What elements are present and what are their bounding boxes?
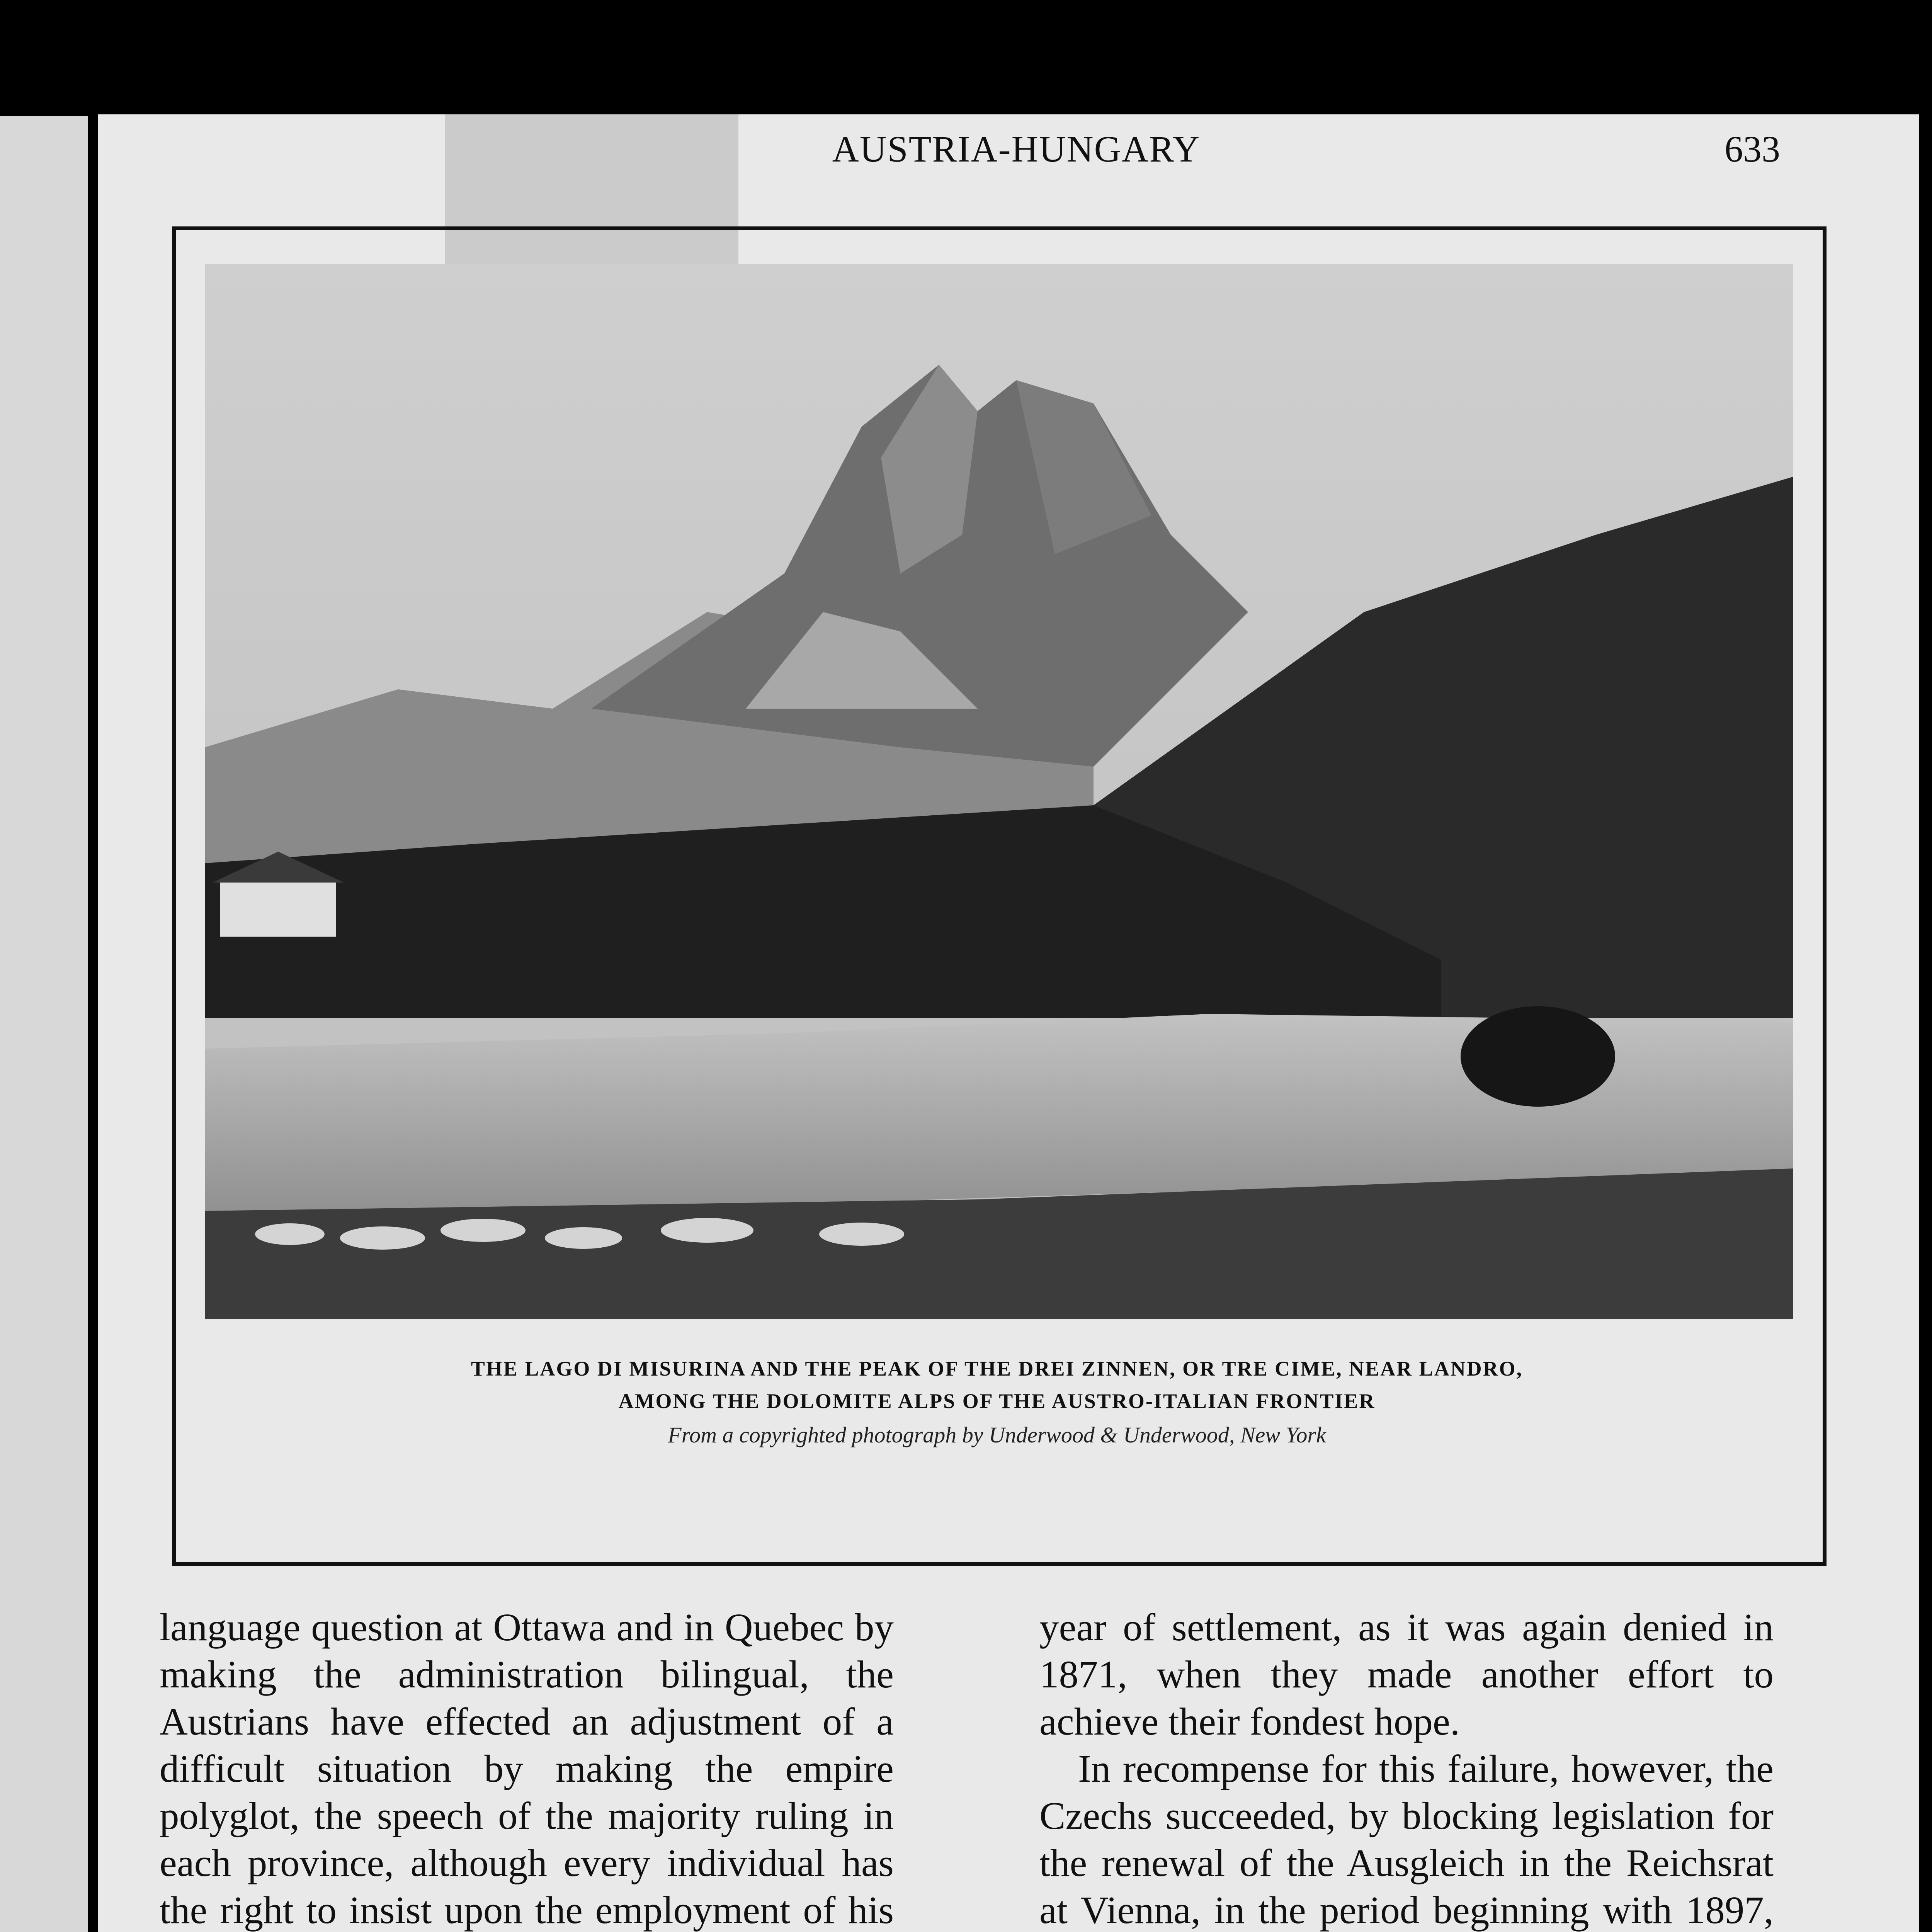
page-gutter <box>88 116 98 1932</box>
running-header: AUSTRIA-HUNGARY <box>832 128 1201 170</box>
figure-caption <box>247 1352 1747 1417</box>
left-page-edge <box>0 116 93 1932</box>
caption-line-1: THE LAGO DI MISURINA AND THE PEAK OF THE DREI ZINNEN, OR TRE CIME, NEAR LANDRO, <box>471 1357 1523 1380</box>
left-text-column <box>160 1604 894 1932</box>
paragraph: In recompense for this failure, however, the Czechs succeeded, by blocking legislation for the renewal of the Ausgleich in the Reichsrat at Vienna, in the period beginning with 1897, <box>1039 1747 1774 1932</box>
landscape-photo <box>205 264 1793 1319</box>
page-number: 633 <box>1725 128 1780 170</box>
right-text-column <box>1039 1604 1774 1932</box>
paragraph: language question at Ottawa and in Quebec by making the administration bilingual, the Austrians have effected an adjustment of a difficult situation by making the empire polyglot, the speech of the majority ruling in each province, although every individual has the right to insist upon the employment of his <box>160 1605 894 1932</box>
photo-credit: From a copyrighted photograph by Underwood & Underwood, New York <box>668 1422 1326 1447</box>
landscape-photo-graphic <box>205 264 1793 1319</box>
paragraph: year of settlement, as it was again denied in 1871, when they made another effort to achieve their fondest hope. <box>1039 1605 1774 1743</box>
caption-line-2: AMONG THE DOLOMITE ALPS OF THE AUSTRO-ITALIAN FRONTIER <box>618 1389 1376 1413</box>
